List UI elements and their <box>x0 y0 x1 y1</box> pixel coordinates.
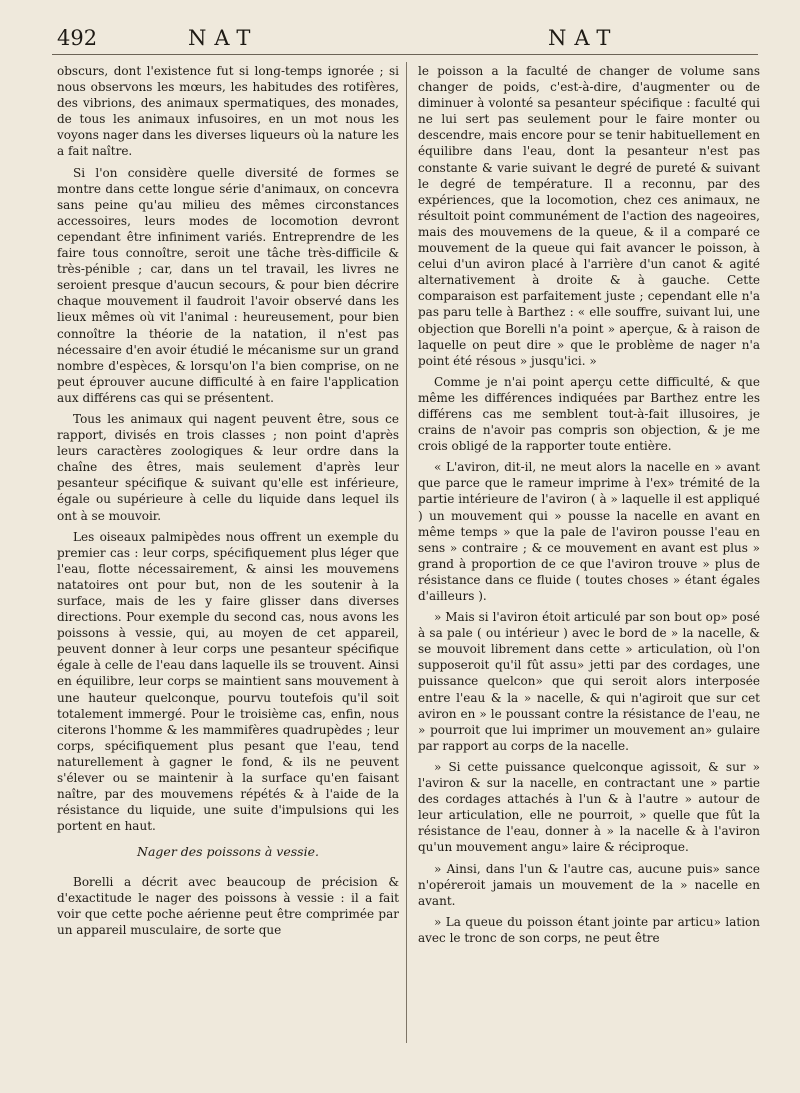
paragraph: Tous les animaux qui nagent peuvent être, sous ce rapport, divisés en trois classes ; non point d'après leurs caractères zoologiques & leur ordre dans la chaîne des êtres, mais seulement d'après leur pesanteur spécifique & suivant qu'elle est inférieure, égale ou supérieure à celle du liquide dans lequel ils ont à se mouvoir. <box>57 411 399 523</box>
paragraph: Comme je n'ai point aperçu cette difficulté, & que même les différences indiquées par Barthez entre les différens cas me semblent tout-à-fait illusoires, je crains de n'avoir pas compris son objection, & je me crois obligé de la rapporter toute entière. <box>418 374 760 454</box>
section-title: Nager des poissons à vessie. <box>137 844 319 860</box>
header-rule <box>52 54 758 55</box>
paragraph: Si l'on considère quelle diversité de formes se montre dans cette longue série d'animaux, on concevra sans peine qu'au milieu des mêmes circonstances accessoires, leurs modes de locomotion devront cependant être infiniment variés. Entreprendre de les faire tous connoître, seroit une tâche très-difficile & très-pénible ; car, dans un tel travail, les livres ne seroient presque d'aucun secours, & pour bien décrire chaque mouvement il faudroit l'avoir observé dans les lieux mêmes où vit l'animal : heureusement, pour bien connoître la théorie de la natation, il n'est pas nécessaire d'en avoir étudié le mécanisme sur un grand nombre d'espèces, & lorsqu'on l'a bien comprise, on ne peut éprouver aucune difficulté à en faire l'application aux différens cas qui se présentent. <box>57 165 399 405</box>
paragraph: Les oiseaux palmipèdes nous offrent un exemple du premier cas : leur corps, spécifiquement plus léger que l'eau, flotte nécessairement, & ainsi les mouvemens natatoires ont pour but, non de les soutenir à la surface, mais de les y faire glisser dans diverses directions. Pour exemple du second cas, nous avons les poissons à vessie, qui, au moyen de cet appareil, peuvent donner à leur corps une pesanteur spécifique égale à celle de l'eau dans laquelle ils se trouvent. Ainsi en équilibre, leur corps se maintient sans mouvement à une hauteur quelconque, pourvu toutefois qu'il soit totalement immergé. Pour le troisième cas, enfin, nous citerons l'homme & les mammifères quadrupèdes ; leur corps, spécifiquement plus pesant que l'eau, tend naturellement à gagner le fond, & ils ne peuvent s'élever ou se maintenir à la surface qu'en faisant naître, par des mouvemens répétés & à l'aide de la résistance du liquide, une suite d'impulsions qui les portent en haut. <box>57 529 399 834</box>
paragraph: le poisson a la faculté de changer de volume sans changer de poids, c'est-à-dire, d'augmenter ou de diminuer à volonté sa pesanteur spécifique : faculté qui ne lui sert pas seulement pour le faire monter ou descendre, mais encore pour se tenir habituellement en équilibre dans l'eau, dont la pesanteur n'est pas constante & varie suivant le degré de pureté & suivant le degré de température. Il a reconnu, par des expériences, que la locomotion, chez ces animaux, ne résultoit point communément de l'action des nageoires, mais des mouvemens de la queue, & il a comparé ce mouvement de la queue qui fait avancer le poisson, à celui d'un aviron placé à l'arrière d'un canot & agité alternativement à droite & à gauche. Cette comparaison est parfaitement juste ; cependant elle n'a pas paru telle à Barthez : « elle souffre, suivant lui, une objection que Borelli n'a point » aperçue, & à raison de laquelle on peut dire » que le problème de nager n'a point été résous » jusqu'ici. » <box>418 64 760 368</box>
page-number: 492 <box>57 26 98 50</box>
paragraph: Borelli a décrit avec beaucoup de précision & d'exactitude le nager des poissons à vessie : il a fait voir que cette poche aérienne peut être comprimée par un appareil musculaire, de sorte que <box>57 874 399 937</box>
column-divider <box>406 62 407 1043</box>
quotation-paragraph: « L'aviron, dit-il, ne meut alors la nacelle en » avant que parce que le rameur imprime à l'ex» trémité de la partie intérieure de l'aviron ( à » laquelle il est appliqué ) un mouvement qui » pousse la nacelle en avant en même temps » que la pale de l'aviron pousse l'eau en sens » contraire ; & ce mouvement en avant est plus » grand à proportion de ce que l'aviron trouve » plus de résistance dans ce fluide ( toutes choses » étant égales d'ailleurs ). <box>418 460 760 603</box>
right-column <box>418 63 760 1048</box>
paragraph: obscurs, dont l'existence fut si long-temps ignorée ; si nous observons les mœurs, les habitudes des rotifères, des vibrions, des animaux spermatiques, des monades, de tous les animaux infusoires, en un mot nous les voyons nager dans les diverses liqueurs où la nature les a fait naître. <box>57 64 399 159</box>
running-head-right: NAT <box>548 26 619 50</box>
quotation-paragraph: » Mais si l'aviron étoit articulé par son bout op» posé à sa pale ( ou intérieur ) avec le bord de » la nacelle, & se mouvoit librement dans cette » articulation, où l'on supposeroit qu'il fût assu» jetti par des cordages, une puissance quelcon» que qui seroit alors interposée entre l'eau & la » nacelle, & qui n'agiroit que sur cet aviron en » le poussant contre la résistance de l'eau, ne » pourroit que lui imprimer un mouvement an» gulaire par rapport au corps de la nacelle. <box>418 610 760 753</box>
quotation-paragraph: » Si cette puissance quelconque agissoit, & sur » l'aviron & sur la nacelle, en contractant une » partie des cordages attachés à l'un & à l'autre » autour de leur articulation, elle ne pourroit, » quelle que fût la résistance de l'eau, donner à » la nacelle & à l'aviron qu'un mouvement angu» laire & réciproque. <box>418 759 760 855</box>
page-header <box>0 26 800 54</box>
left-column <box>57 63 399 1048</box>
running-head-left: NAT <box>188 26 259 50</box>
quotation-paragraph: » La queue du poisson étant jointe par articu» lation avec le tronc de son corps, ne peut être <box>418 914 760 945</box>
quotation-paragraph: » Ainsi, dans l'un & l'autre cas, aucune puis» sance n'opéreroit jamais un mouvement de la » nacelle en avant. <box>418 861 760 908</box>
